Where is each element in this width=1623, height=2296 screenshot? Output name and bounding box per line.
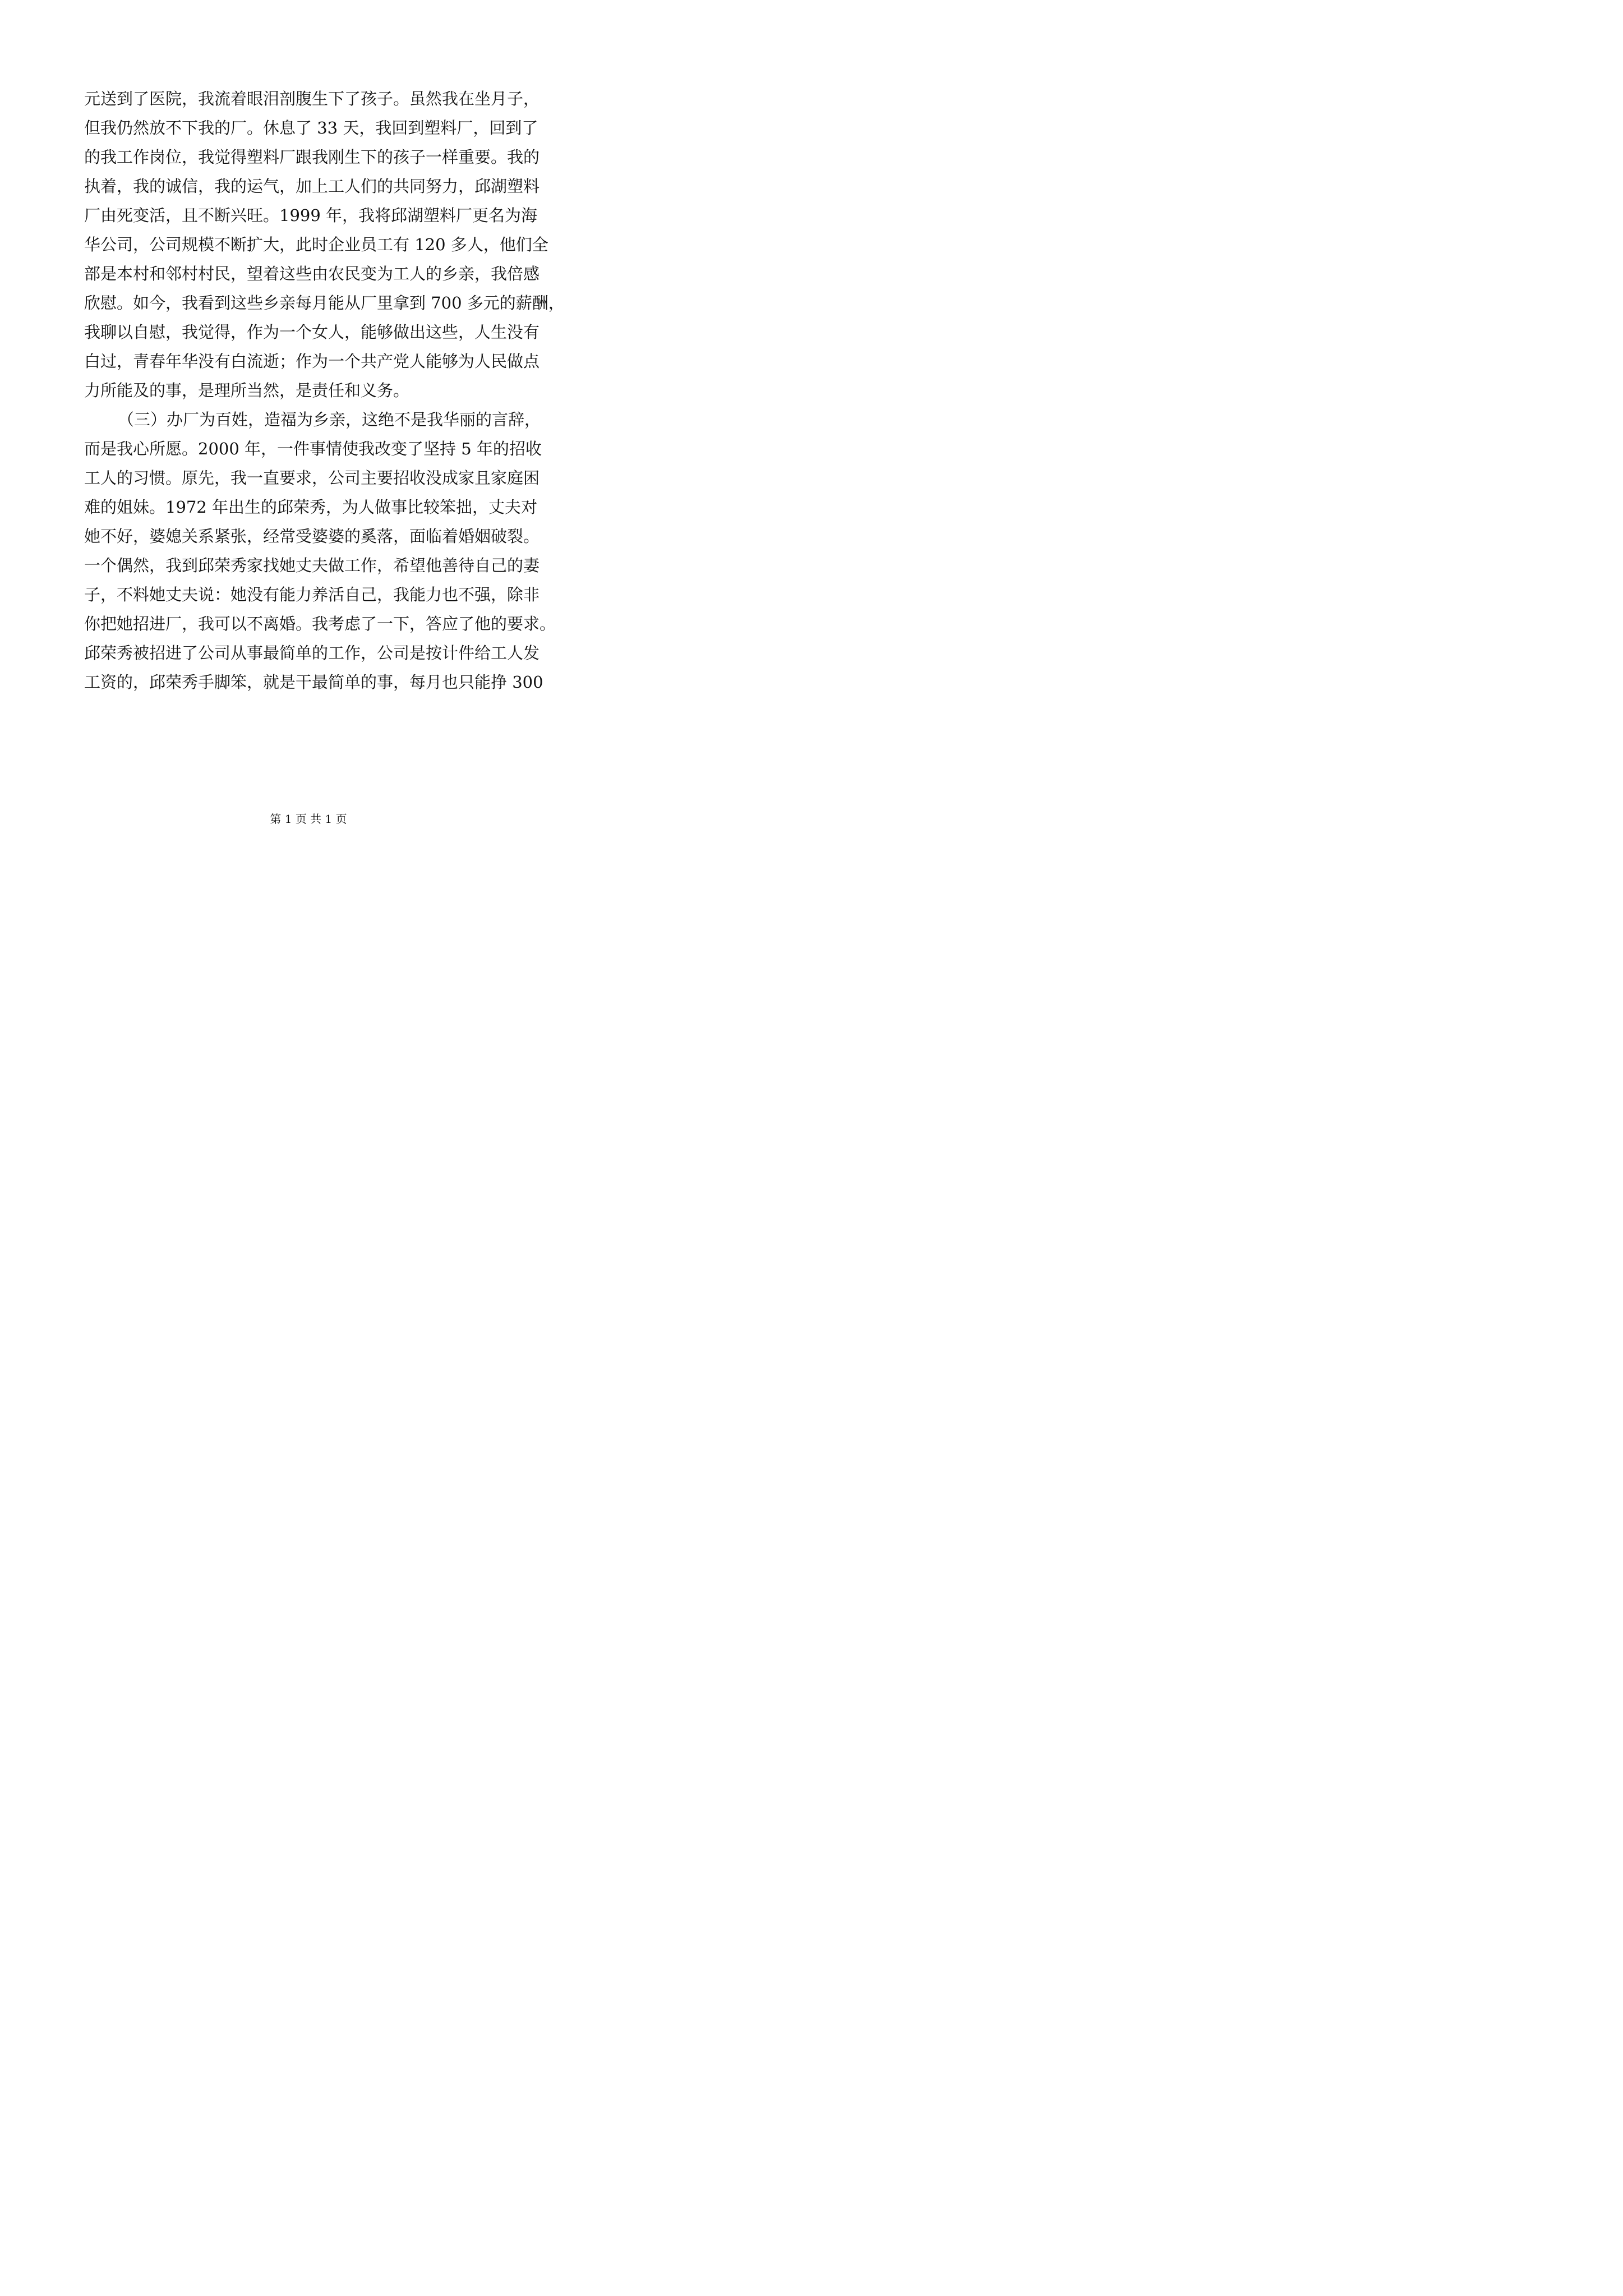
text-line: 的我工作岗位，我觉得塑料厂跟我刚生下的孩子一样重要。我的	[84, 148, 540, 167]
text-line: 但我仍然放不下我的厂。休息了 33 天，我回到塑料厂，回到了	[84, 118, 538, 137]
text-line: 力所能及的事，是理所当然，是责任和义务。	[84, 381, 410, 400]
text-line: 元送到了医院，我流着眼泪剖腹生下了孩子。虽然我在坐月子，	[84, 89, 540, 108]
document-page	[0, 0, 617, 873]
text-line: 部是本村和邻村村民，望着这些由农民变为工人的乡亲，我倍感	[84, 264, 540, 283]
text-line: 子，不料她丈夫说：她没有能力养活自己，我能力也不强，除非	[84, 585, 540, 604]
text-line: 我聊以自慰，我觉得，作为一个女人，能够做出这些，人生没有	[84, 323, 540, 342]
text-line: 厂由死变活，且不断兴旺。1999 年，我将邱湖塑料厂更名为海	[84, 206, 538, 225]
section-heading-line: （三）办厂为百姓，造福为乡亲，这绝不是我华丽的言辞，	[118, 410, 541, 429]
body-text	[84, 84, 565, 697]
text-line: 华公司，公司规模不断扩大，此时企业员工有 120 多人，他们全	[84, 235, 548, 254]
text-line: 她不好，婆媳关系紧张，经常受婆婆的奚落，面临着婚姻破裂。	[84, 527, 540, 546]
text-line: 而是我心所愿。2000 年，一件事情使我改变了坚持 5 年的招收	[84, 439, 542, 458]
text-line: 执着，我的诚信，我的运气，加上工人们的共同努力，邱湖塑料	[84, 177, 540, 196]
text-line: 工人的习惯。原先，我一直要求，公司主要招收没成家且家庭困	[84, 468, 540, 487]
text-line: 工资的，邱荣秀手脚笨，就是干最简单的事，每月也只能挣 300	[84, 673, 543, 692]
text-line: 你把她招进厂，我可以不离婚。我考虑了一下，答应了他的要求。	[84, 614, 556, 633]
page-footer	[0, 811, 617, 827]
text-line: 白过，青春年华没有白流逝；作为一个共产党人能够为人民做点	[84, 352, 540, 371]
text-line: 难的姐妹。1972 年出生的邱荣秀，为人做事比较笨拙，丈夫对	[84, 498, 538, 517]
text-line: 邱荣秀被招进了公司从事最简单的工作，公司是按计件给工人发	[84, 643, 540, 662]
text-line: 欣慰。如今，我看到这些乡亲每月能从厂里拿到 700 多元的薪酬，	[84, 293, 565, 312]
text-line: 一个偶然，我到邱荣秀家找她丈夫做工作，希望他善待自己的妻	[84, 556, 540, 575]
page-number-label: 第 1 页 共 1 页	[270, 812, 347, 826]
